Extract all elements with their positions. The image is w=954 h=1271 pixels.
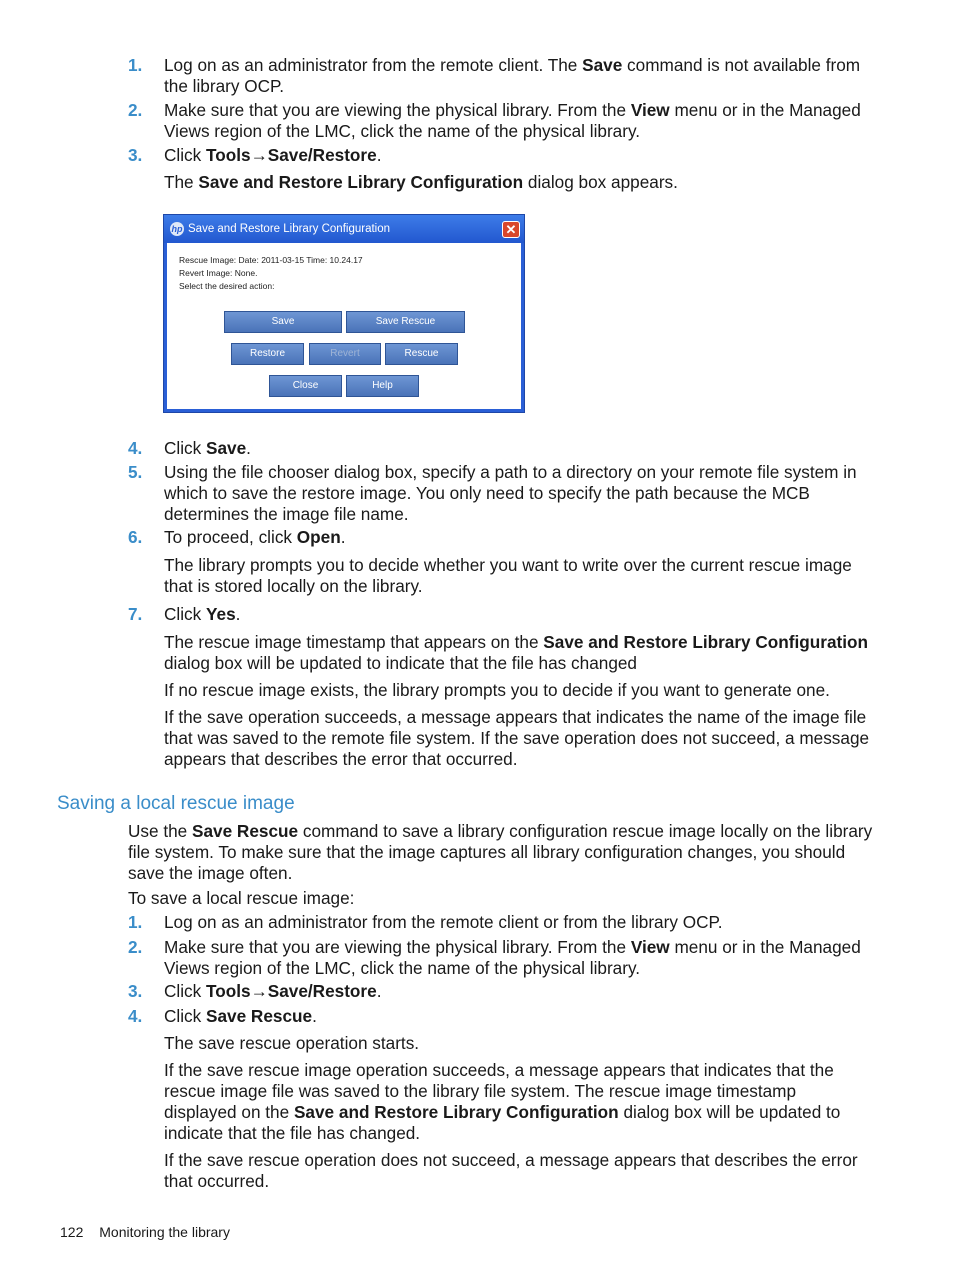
- step-number: 7.: [128, 604, 143, 624]
- step-text-part: Make sure that you are viewing the physical library. From the: [164, 937, 631, 957]
- step-text-part: Click: [164, 438, 207, 458]
- step-number: 3.: [128, 981, 143, 1001]
- step-text-part: Click: [164, 1006, 207, 1026]
- close-button[interactable]: Close: [269, 375, 342, 397]
- no-rescue-image-note: If no rescue image exists, the library prompts you to decide if you want to generate one.: [164, 680, 830, 700]
- dialog-titlebar: [164, 215, 524, 243]
- hp-logo-icon: hp: [171, 224, 183, 234]
- step-number: 2.: [128, 100, 143, 120]
- save-button[interactable]: Save: [224, 311, 342, 333]
- step-text-part: Click: [164, 604, 207, 624]
- menu-name: Tools: [206, 145, 251, 165]
- page-footer: [60, 1223, 230, 1241]
- step-number: 4.: [128, 1006, 143, 1026]
- step-text-part: .: [246, 438, 251, 458]
- chapter-title: Monitoring the library: [99, 1224, 230, 1240]
- step-text-part: Click: [164, 145, 207, 165]
- step-text-part: Make sure that you are viewing the physical library. From the: [164, 100, 631, 120]
- timestamp-note: [164, 632, 873, 674]
- save-rescue-button[interactable]: Save Rescue: [346, 311, 465, 333]
- step-text-part: Log on as an administrator from the remote client. The: [164, 55, 583, 75]
- overwrite-prompt-note: The library prompts you to decide whether you want to write over the current rescue image that is stored locally on the library.: [164, 555, 852, 596]
- dialog-name: Save and Restore Library Configuration: [543, 632, 869, 652]
- button-name: Save: [206, 438, 247, 458]
- operation-starts-note: The save rescue operation starts.: [164, 1033, 420, 1053]
- step-text-part: .: [376, 981, 382, 1001]
- intro-text: command to save a library configuration rescue image locally on the library file system. To make sure that the image captures all library configuration changes, you should save the image often.: [128, 821, 873, 883]
- step-number: 4.: [128, 438, 143, 458]
- step-number: 3.: [128, 145, 143, 165]
- button-name: Open: [296, 527, 341, 547]
- step-text-part: .: [312, 1006, 317, 1026]
- dialog-name: Save and Restore Library Configuration: [293, 1102, 619, 1122]
- command-name: Save Rescue: [192, 821, 299, 841]
- button-name: Yes: [206, 604, 236, 624]
- dialog-name: Save and Restore Library Configuration: [198, 172, 524, 192]
- step-text: [164, 937, 869, 979]
- step-text-part: Click: [164, 981, 207, 1001]
- page-number: 122: [60, 1224, 84, 1240]
- step-number: 5.: [128, 462, 143, 482]
- section-intro: [128, 821, 873, 884]
- step-text-part: To proceed, click: [164, 527, 297, 547]
- step-number: 1.: [128, 55, 143, 75]
- command-name: Save: [582, 55, 623, 75]
- procedure-lead: To save a local rescue image:: [128, 888, 355, 908]
- save-restore-dialog: [163, 214, 525, 413]
- section-heading: Saving a local rescue image: [57, 793, 295, 814]
- dialog-body: [167, 243, 521, 409]
- step-number: 2.: [128, 937, 143, 957]
- menu-item-name: Save/Restore: [267, 981, 377, 1001]
- step-text-part: .: [235, 604, 241, 624]
- arrow-icon: →: [250, 145, 268, 165]
- step-text: [164, 527, 869, 548]
- rescue-success-note: [164, 1060, 873, 1144]
- menu-name: View: [630, 937, 670, 957]
- step-text: [164, 1006, 869, 1027]
- menu-name: View: [630, 100, 670, 120]
- note-text: dialog box will be updated to indicate that the file has changed.: [164, 1102, 841, 1143]
- step-text-part: .: [376, 145, 382, 165]
- step-text: Using the file chooser dialog box, specify a path to a directory on your remote file system in which to save the restore image. You only need to specify the path because the MCB determines the image file name.: [164, 462, 857, 524]
- revert-button: Revert: [309, 343, 381, 365]
- dialog-appears-note: [164, 172, 873, 193]
- step-text-part: menu or in the Managed Views region of the LMC, click the name of the physical library.: [164, 100, 861, 141]
- restore-button[interactable]: Restore: [231, 343, 304, 365]
- step-text: [164, 145, 869, 166]
- step-text: Log on as an administrator from the remote client or from the library OCP.: [164, 912, 723, 932]
- step-text-part: .: [340, 527, 346, 547]
- note-text: The: [164, 172, 199, 192]
- revert-image-info: Revert Image: None.: [179, 268, 258, 278]
- dialog-title: Save and Restore Library Configuration: [188, 223, 391, 235]
- intro-text: Use the: [128, 821, 193, 841]
- note-text: The rescue image timestamp that appears on the: [164, 632, 544, 652]
- save-result-note: If the save operation succeeds, a message appears that indicates the name of the image file that was saved to the remote file system. If the save operation does not succeed, a message appears that describes the error that occurred.: [164, 707, 870, 769]
- step-number: 6.: [128, 527, 143, 547]
- menu-item-name: Save/Restore: [267, 145, 377, 165]
- select-action-label: Select the desired action:: [179, 281, 275, 291]
- step-text: [164, 438, 869, 459]
- rescue-image-info: Rescue Image: Date: 2011-03-15 Time: 10.24.17: [179, 255, 363, 265]
- step-text: [164, 604, 869, 625]
- step-text: [164, 55, 869, 97]
- button-name: Save Rescue: [206, 1006, 313, 1026]
- menu-name: Tools: [206, 981, 251, 1001]
- note-text: dialog box will be updated to indicate that the file has changed: [164, 653, 637, 673]
- step-text: [164, 981, 869, 1002]
- step-text-part: menu or in the Managed Views region of the LMC, click the name of the physical library.: [164, 937, 861, 978]
- close-icon[interactable]: ✕: [502, 221, 520, 238]
- step-text: [164, 100, 869, 142]
- note-text: If the save rescue image operation succeeds, a message appears that indicates that the rescue image file was saved to the library file system. The rescue image timestamp displayed on the: [164, 1060, 834, 1122]
- rescue-button[interactable]: Rescue: [385, 343, 458, 365]
- note-text: dialog box appears.: [523, 172, 678, 192]
- step-text-part: command is not available from the library OCP.: [164, 55, 861, 96]
- step-number: 1.: [128, 912, 143, 932]
- arrow-icon: →: [250, 981, 268, 1001]
- help-button[interactable]: Help: [346, 375, 419, 397]
- rescue-failure-note: If the save rescue operation does not succeed, a message appears that describes the error that occurred.: [164, 1150, 858, 1191]
